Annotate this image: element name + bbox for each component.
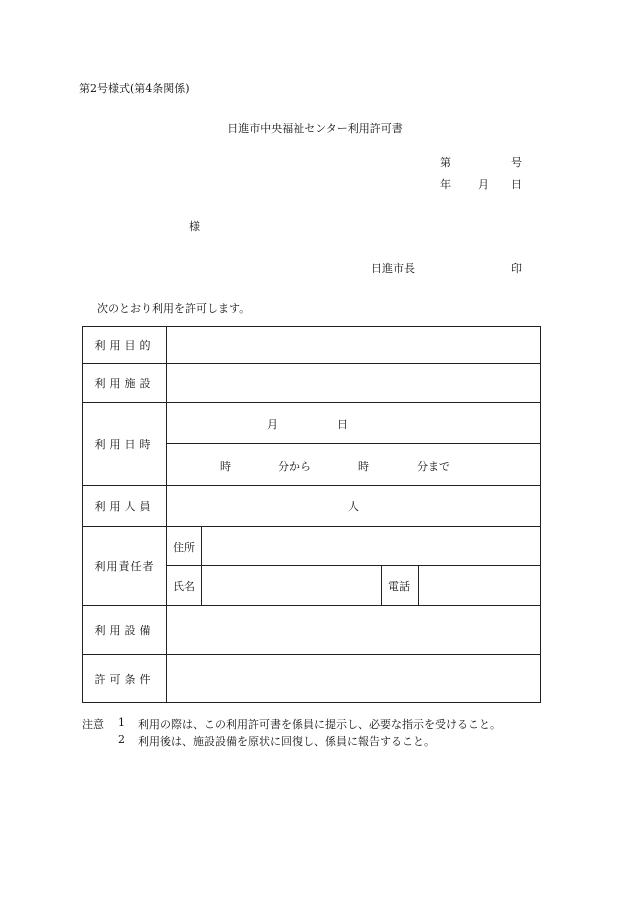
datetime-date-row xyxy=(167,403,540,444)
equipment-value xyxy=(167,606,541,655)
responsible-label: 利用責任者 xyxy=(83,527,167,606)
people-label: 利用人員 xyxy=(83,486,167,527)
facility-value xyxy=(167,364,541,403)
name-label: 氏名 xyxy=(173,580,195,593)
time-end-minute: 分まで xyxy=(417,460,450,473)
row-equipment xyxy=(83,606,541,655)
row-datetime xyxy=(83,403,541,486)
row-facility xyxy=(83,364,541,403)
row-responsible xyxy=(83,527,541,606)
date-year: 年 xyxy=(440,178,451,191)
responsible-name-row xyxy=(167,566,540,605)
note-1-text: 利用の際は、この利用許可書を係員に提示し、必要な指示を受けること。 xyxy=(138,718,501,731)
conditions-label: 許可条件 xyxy=(83,655,167,703)
note-2-number: 2 xyxy=(118,733,125,746)
notes-heading: 注意 xyxy=(82,718,104,731)
responsible-value xyxy=(167,527,541,606)
time-start-hour: 時 xyxy=(220,460,231,473)
equipment-label: 利用設備 xyxy=(83,606,167,655)
doc-number-prefix: 第 xyxy=(440,156,451,169)
datetime-month: 月 xyxy=(267,418,278,431)
purpose-value xyxy=(167,327,541,364)
issuer-name: 日進市長 xyxy=(371,262,415,275)
document-title: 日進市中央福祉センター利用許可書 xyxy=(227,122,403,135)
purpose-label: 利用目的 xyxy=(83,327,167,364)
time-start-minute: 分から xyxy=(278,460,311,473)
note-1-number: 1 xyxy=(118,716,125,729)
row-conditions xyxy=(83,655,541,703)
permit-table xyxy=(82,326,541,703)
form-number: 第2号様式(第4条関係) xyxy=(79,82,190,95)
date-month: 月 xyxy=(478,178,489,191)
row-people xyxy=(83,486,541,527)
phone-label: 電話 xyxy=(388,580,410,593)
responsible-address-row xyxy=(167,527,540,566)
note-2-text: 利用後は、施設設備を原状に回復し、係員に報告すること。 xyxy=(138,735,435,748)
date-day: 日 xyxy=(511,178,522,191)
facility-label: 利用施設 xyxy=(83,364,167,403)
doc-number-suffix: 号 xyxy=(511,156,522,169)
datetime-label: 利用日時 xyxy=(83,403,167,486)
datetime-time-row xyxy=(167,444,540,485)
addressee-honorific: 様 xyxy=(189,220,200,233)
people-unit: 人 xyxy=(348,500,359,513)
seal-mark: 印 xyxy=(511,262,522,275)
people-value xyxy=(167,486,541,527)
intro-text: 次のとおり利用を許可します。 xyxy=(97,302,251,315)
time-end-hour: 時 xyxy=(358,460,369,473)
address-label: 住所 xyxy=(173,541,195,554)
conditions-value xyxy=(167,655,541,703)
datetime-day: 日 xyxy=(337,418,348,431)
row-purpose xyxy=(83,327,541,364)
datetime-value xyxy=(167,403,541,486)
